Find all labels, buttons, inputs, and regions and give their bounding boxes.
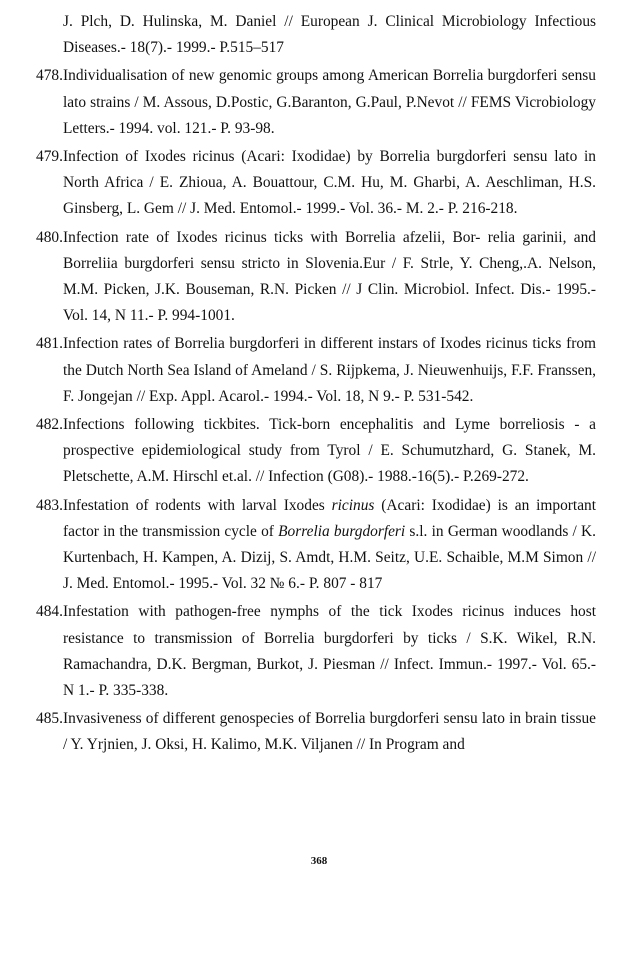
reference-text: J. Plch, D. Hulinska, M. Daniel // European J. Clinical Microbiology Infectious Diseases.- 18(7).- 1999.- P.515–517 bbox=[63, 13, 596, 57]
reference-number: 483. bbox=[36, 496, 63, 514]
reference-text: Infection of Ixodes ricinus (Acari: Ixodidae) by Borrelia burgdorferi sensu lato in North Africa / E. Zhioua, A. Bouattour, C.M. Hu, M. Gharbi, A. Aeschliman, H.S. Ginsberg, L. Gem // J. Med. Entomol.- 1999.- Vol. 36.- M. 2.- P. 216-218. bbox=[63, 148, 596, 218]
reference-text-part: (Acari: Ixodidae) is an important factor in the transmission cycle of bbox=[63, 496, 596, 540]
reference-number: 485. bbox=[36, 710, 63, 728]
reference-484 bbox=[36, 599, 596, 704]
reference-text: Invasiveness of different genospecies of Borrelia burgdorferi sensu lato in brain tissue / Y. Yrjnien, J. Oksi, H. Kalimo, M.K. Viljanen // In Program and bbox=[63, 710, 596, 754]
reference-text: Infections following tickbites. Tick-born encephalitis and Lyme borreliosis - a prospective epidemiological study from Tyrol / E. Schumutzhard, G. Stanek, M. Pletschette, A.M. Hirschl et.al. // Infection (G08).- 1988.-16(5).- P.269-272. bbox=[63, 416, 596, 486]
reference-483 bbox=[36, 493, 596, 598]
reference-478 bbox=[36, 63, 596, 142]
reference-text: Infection rate of Ixodes ricinus ticks with Borrelia afzelii, Bor- relia garinii, and Borreliia burgdorferi sensu stricto in Slovenia.Eur / F. Strle, Y. Cheng,.A. Nelson, M.M. Picken, J.K. Bouseman, R.N. Picken // J Clin. Microbiol. Infect. Dis.- 1995.- Vol. 14, N 11.- P. 994-1001. bbox=[63, 228, 596, 325]
reference-number: 480. bbox=[36, 228, 63, 246]
reference-number: 479. bbox=[36, 148, 63, 166]
reference-italic-species: ricinus bbox=[331, 496, 375, 514]
reference-number: 484. bbox=[36, 603, 63, 621]
reference-number: 481. bbox=[36, 335, 63, 353]
reference-continuation bbox=[36, 9, 596, 61]
reference-480 bbox=[36, 225, 596, 330]
reference-list bbox=[36, 9, 596, 761]
reference-text: Infestation with pathogen-free nymphs of the tick Ixodes ricinus induces host resistance to transmission of Borrelia burgdorferi by ticks / S.K. Wikel, R.N. Ramachandra, D.K. Bergman, Burkot, J. Piesman // Infect. Immun.- 1997.- Vol. 65.- N 1.- P. 335-338. bbox=[63, 603, 596, 700]
reference-text: Individualisation of new genomic groups among American Borrelia burgdorferi sensu lato strains / M. Assous, D.Postic, G.Baranton, G.Paul, P.Nevot // FEMS Vicrobiology Letters.- 1994. vol. 121.- P. 93-98. bbox=[63, 67, 596, 137]
reference-481 bbox=[36, 331, 596, 410]
reference-482 bbox=[36, 412, 596, 491]
reference-text-part: Infestation of rodents with larval Ixodes bbox=[63, 496, 332, 514]
reference-number: 482. bbox=[36, 416, 63, 434]
reference-text-part: s.l. in German woodlands / K. Kurtenbach, H. Kampen, A. Dizij, S. Amdt, H.M. Seitz, U.E. Schaible, M.M Simon // J. Med. Entomol.- 1995.- Vol. 32 № 6.- P. 807 - 817 bbox=[63, 522, 597, 593]
reference-text: Infection rates of Borrelia burgdorferi in different instars of Ixodes ricinus ticks from the Dutch North Sea Island of Ameland / S. Rijpkema, J. Nieuwenhuijs, F.F. Franssen, F. Jongejan // Exp. Appl. Acarol.- 1994.- Vol. 18, N 9.- P. 531-542. bbox=[63, 335, 596, 405]
page-number: 368 bbox=[310, 855, 328, 867]
reference-italic-species: Borrelia burgdorferi bbox=[278, 522, 406, 540]
reference-number: 478. bbox=[36, 67, 63, 85]
reference-485 bbox=[36, 706, 596, 758]
reference-479 bbox=[36, 144, 596, 223]
